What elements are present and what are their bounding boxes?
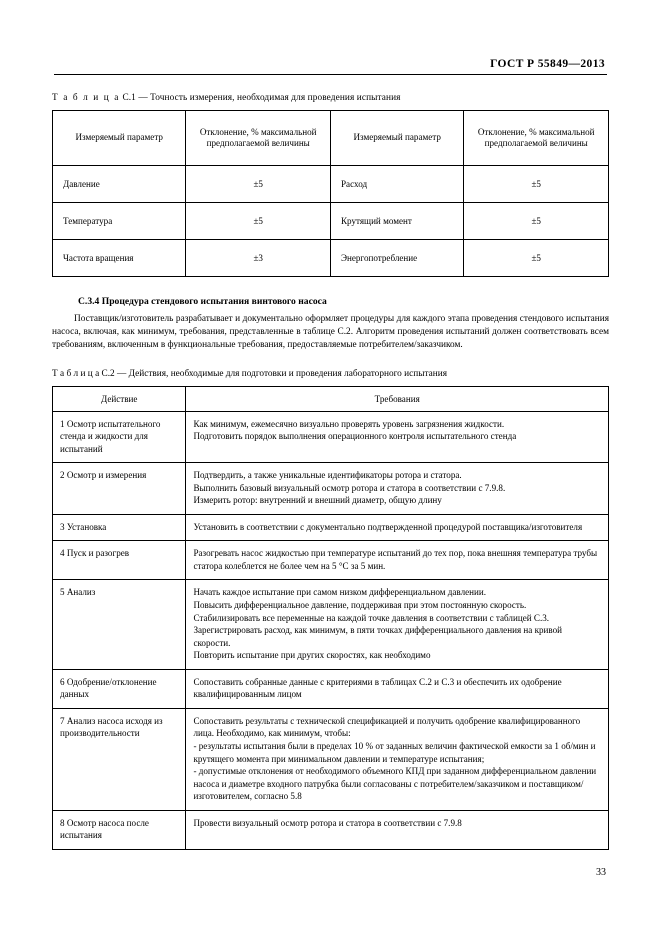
requirement-line: - результаты испытания были в пределах 10 % от заданных величин фактической емкости за 1 об/мин и крутящего момента при минимальном давлении и температуре испытания; [193, 740, 596, 764]
requirement-line: Разогревать насос жидкостью при температуре испытаний до тех пор, пока внешняя температура трубы статора колеблется не более чем на 5 °С за 5 мин. [193, 548, 598, 571]
requirement-line: Зарегистрировать расход, как минимум, в пяти точках дифференциального давления на кривой скорости. [193, 625, 563, 648]
table-cell-requirements [186, 463, 609, 515]
section-number: С.3.4 [78, 296, 100, 307]
section-paragraph [52, 313, 609, 353]
requirement-line: Повысить дифференциальное давление, поддерживая при этом постоянную скорость. [193, 600, 527, 611]
table2-caption-text: — Действия, необходимые для подготовки и проведения лабораторного испытания [117, 368, 448, 379]
table-header-row [53, 111, 609, 166]
requirement-line: Подтвердить, а также уникальные идентификаторы ротора и статора. [193, 470, 462, 481]
section-heading [52, 296, 609, 307]
table-cell: ±5 [186, 166, 331, 203]
requirement-line: Стабилизировать все переменные на каждой точке давления в соответствии с таблицей С.3. [193, 612, 550, 623]
table-header-row [53, 386, 609, 411]
requirement-line: Измерить ротор: внутренний и внешний диаметр, общую длину [193, 495, 442, 506]
column-header: Измеряемый параметр [330, 111, 463, 166]
table-row [53, 203, 609, 240]
table-cell: ±3 [186, 240, 331, 277]
table-row [53, 580, 609, 669]
table-cell: Частота вращения [53, 240, 186, 277]
table2-caption [52, 369, 609, 379]
column-header: Требования [186, 386, 609, 411]
column-header: Действие [53, 386, 186, 411]
measurement-accuracy-table [52, 110, 609, 277]
table-cell-requirements [186, 708, 609, 810]
requirement-line: Выполнить базовый визуальный осмотр ротора и статора в соответствии с 7.9.8. [193, 482, 506, 493]
table-row [53, 669, 609, 708]
table-cell-action: 8 Осмотр насоса после испытания [53, 810, 186, 849]
table-cell-requirements [186, 514, 609, 541]
requirement-line: Установить в соответствии с документально подтвержденной процедурой поставщика/изготовителя [193, 521, 583, 532]
column-header: Измеряемый параметр [53, 111, 186, 166]
table2-caption-number: С.2 [101, 368, 115, 379]
table-cell-requirements [186, 411, 609, 463]
standard-designation: ГОСТ Р 55849—2013 [490, 58, 605, 70]
requirement-line: Сопоставить собранные данные с критериями в таблицах С.2 и С.3 и обеспечить их одобрение квалифицированным лицом [193, 676, 562, 700]
table-row [53, 541, 609, 580]
table-row [53, 708, 609, 810]
requirement-line: Как минимум, ежемесячно визуально проверять уровень загрязнения жидкости. [193, 418, 505, 429]
table1-caption-text: — Точность измерения, необходимая для проведения испытания [138, 93, 401, 103]
table-cell-action: 5 Анализ [53, 580, 186, 669]
table1-caption-number: С.1 [122, 93, 136, 103]
table-cell: ±5 [464, 240, 609, 277]
table-cell: Температура [53, 203, 186, 240]
table-cell: ±5 [464, 166, 609, 203]
table-cell-requirements [186, 810, 609, 849]
table2-caption-prefix: Т а б л и ц а [52, 368, 100, 379]
page-number: 33 [596, 867, 606, 878]
requirement-line: - допустимые отклонения от необходимого объемного КПД при заданном дифференциальном давлении насоса и диаметре входного патрубка были согласованы с потребителем/заказчиком и поставщиком/изготовителем, согласно 5.8 [193, 766, 597, 802]
test-actions-table [52, 386, 609, 850]
table-cell-requirements [186, 541, 609, 580]
table-cell-action: 6 Одобрение/отклонение данных [53, 669, 186, 708]
table-cell: Расход [330, 166, 463, 203]
table-cell-action: 4 Пуск и разогрев [53, 541, 186, 580]
table-row [53, 463, 609, 515]
table-cell: Энергопотребление [330, 240, 463, 277]
table-cell: Давление [53, 166, 186, 203]
column-header: Отклонение, % максимальной предполагаемой величины [186, 111, 331, 166]
column-header: Отклонение, % максимальной предполагаемой величины [464, 111, 609, 166]
section-title: Процедура стендового испытания винтового насоса [101, 296, 327, 307]
table-cell: Крутящий момент [330, 203, 463, 240]
table-row [53, 166, 609, 203]
table-row [53, 240, 609, 277]
table-cell-action: 3 Установка [53, 514, 186, 541]
table1-caption-prefix: Т а б л и ц а [52, 93, 120, 103]
table1-caption [52, 93, 609, 103]
table-row [53, 411, 609, 463]
table-row [53, 810, 609, 849]
table-cell: ±5 [186, 203, 331, 240]
requirement-line: Сопоставить результаты с технической спецификацией и получить одобрение квалифицированного лица. Необходимо, как минимум, чтобы: [193, 715, 581, 739]
header-divider [54, 74, 607, 75]
table-cell-action: 7 Анализ насоса исходя из производительности [53, 708, 186, 810]
page-header [52, 0, 609, 70]
paragraph-text: Поставщик/изготовитель разрабатывает и документально оформляет процедуры для каждого этапа проведения стендового испытания насоса, включая, как минимум, требования, представленные в таблице С.2. Алгоритм проведения испытаний должен соответствовать всем требованиям, включенным в функциональные требования, предоставляемые потребителем/заказчиком. [52, 314, 609, 351]
requirement-line: Начать каждое испытание при самом низком дифференциальном давлении. [193, 587, 487, 598]
requirement-line: Подготовить порядок выполнения операционного контроля испытательного стенда [193, 431, 517, 442]
requirement-line: Провести визуальный осмотр ротора и статора в соответствии с 7.9.8 [193, 817, 462, 828]
table-cell-requirements [186, 669, 609, 708]
table-cell: ±5 [464, 203, 609, 240]
table-cell-action: 2 Осмотр и измерения [53, 463, 186, 515]
table-cell-requirements [186, 580, 609, 669]
table-row [53, 514, 609, 541]
requirement-line: Повторить испытание при других скоростях, как необходимо [193, 650, 431, 661]
table-cell-action: 1 Осмотр испытательного стенда и жидкости для испытаний [53, 411, 186, 463]
